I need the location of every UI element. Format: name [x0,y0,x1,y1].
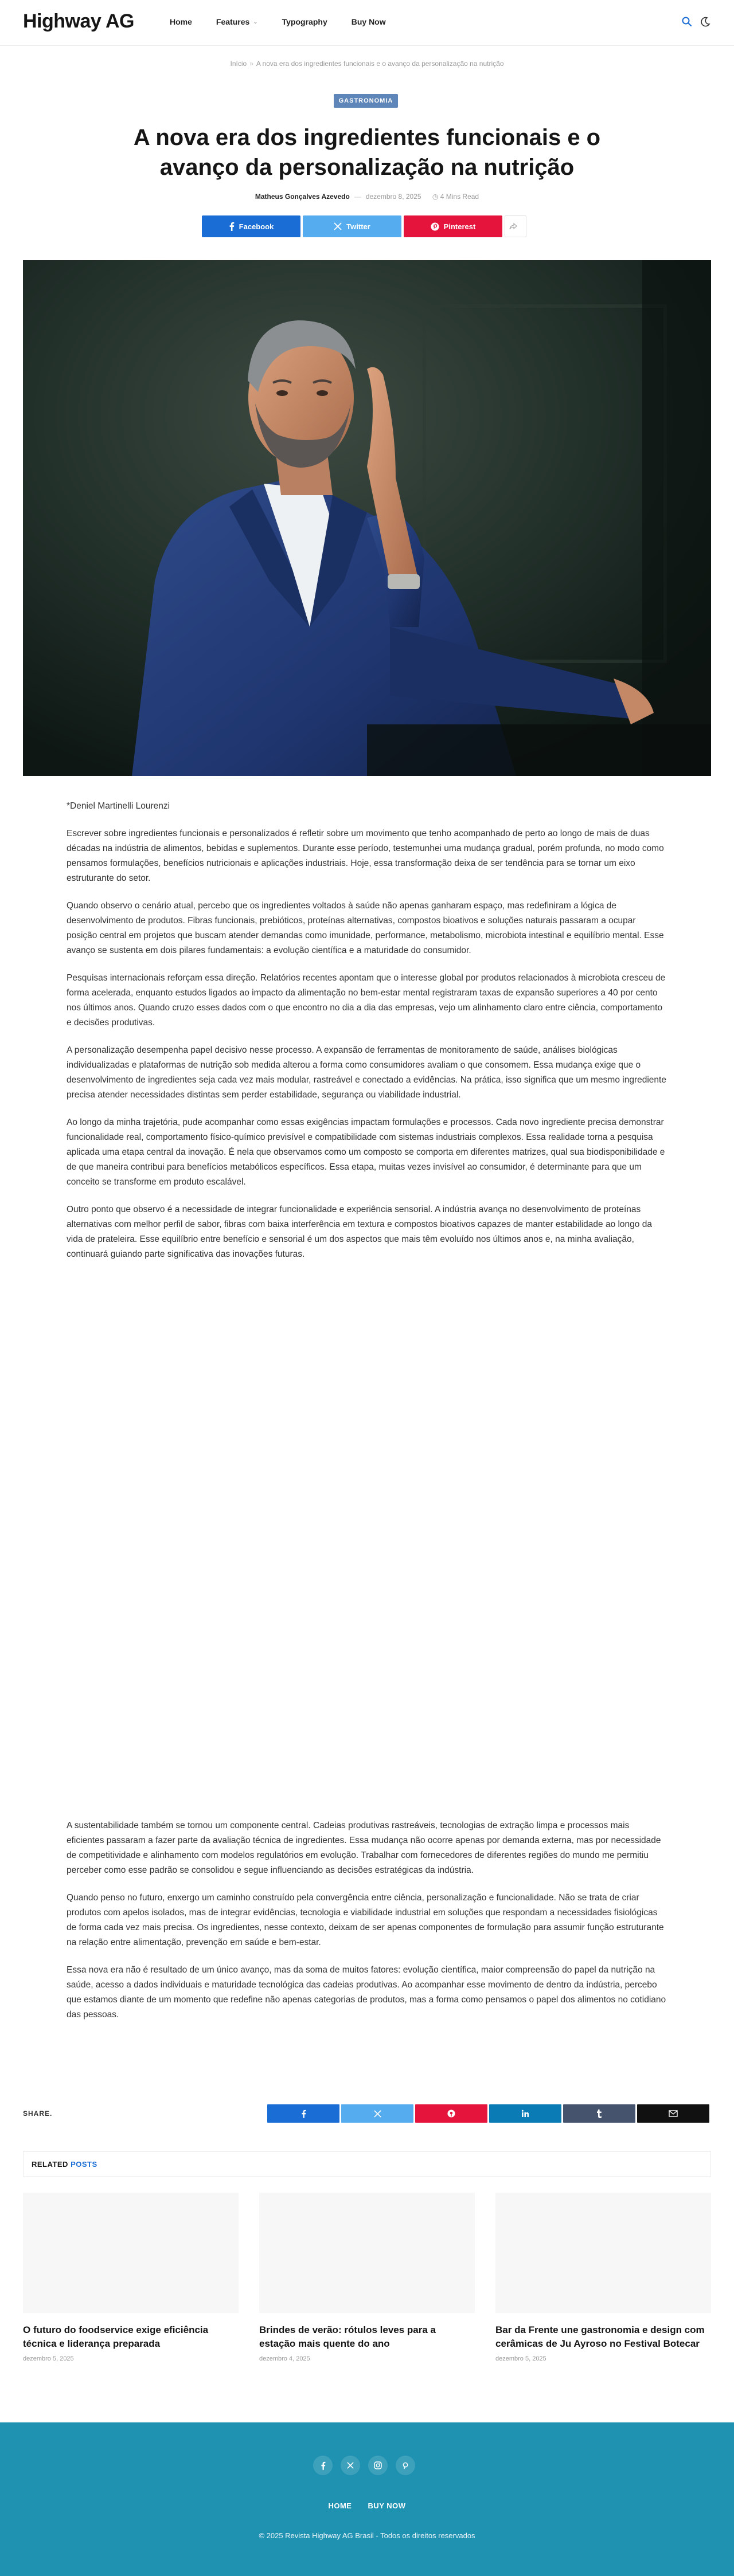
breadcrumb-separator: » [249,60,253,68]
breadcrumb [0,60,734,68]
site-header [0,0,734,46]
article-byline: *Deniel Martinelli Lourenzi [67,801,170,811]
pinterest-icon [447,2110,455,2118]
related-post-thumbnail[interactable] [23,2193,239,2313]
share-label: SHARE. [23,2110,53,2118]
related-post-card[interactable] [495,2193,711,2362]
article-paragraph: Ao longo da minha trajetória, pude acompanhar como essas exigências impactam formulações e processos. Cada novo ingrediente precisa demonstrar funcionalidade real, comportamento físico-químico previsível e compatibilidade com sistemas industriais complexos. Essa realidade torna a pesquisa aplicada uma etapa central da inovação. É nela que observamos como um composto se comporta em diferentes matrizes, qual sua biodisponibilidade e de que maneira contribui para benefícios metabólicos específicos. Essa etapa, muitas vezes invisível ao consumidor, é determinante para que um conceito se transforme em produto escalável. [67,1118,665,1187]
related-post-date: dezembro 4, 2025 [259,2355,310,2362]
related-post-card[interactable] [259,2193,475,2362]
twitter-share-button[interactable] [303,215,401,237]
nav-typography[interactable] [282,17,327,26]
twitter-share-button-bottom[interactable] [341,2104,413,2123]
article-paragraph: Essa nova era não é resultado de um único avanço, mas da soma de muitos fatores: evolução científica, maior compreensão do papel da nutrição na saúde, acesso a dados individuais e maturidade tecnológica das cadeias produtivas. Ao acompanhar esse movimento de dentro da indústria, percebo que estamos diante de um momento que redefine não apenas categorias de produtos, mas a forma como pensamos o papel dos alimentos no cotidiano das pessoas. [67,1965,666,2020]
category-badge[interactable]: GASTRONOMIA [334,94,398,108]
site-footer [0,2422,734,2576]
site-logo[interactable]: Highway AG [23,10,134,32]
email-icon [669,2110,678,2117]
featured-image [23,260,711,776]
post-meta [0,193,734,201]
article-paragraph: A sustentabilidade também se tornou um componente central. Cadeias produtivas rastreáveis, tecnologias de extração limpa e processos mais eficientes passaram a fazer parte da avaliação técnica de ingredientes. Essa mudança não ocorre apenas por demanda externa, mas por necessidade de competitividade e alinhamento com modelos regulatórios em evolução. Trabalhar com fornecedores de diferentes regiões do mundo me permitiu perceber como esse padrão se consolidou e segue influenciando as decisões estratégicas da indústria. [67,1821,661,1875]
email-share-button-bottom[interactable] [637,2104,709,2123]
article-paragraph: Quando penso no futuro, enxergo um caminho construído pela convergência entre ciência, personalização e funcionalidade. Não se trata de criar produtos com apelos isolados, mas de integrar evidências, tecnologia e viabilidade industrial em soluções que respondam a necessidades fisiológicas de forma cada vez mais precisa. Os ingredientes, nesse contexto, deixam de ser apenas componentes de formulação para assumir função estruturante na relação entre alimentação, prevenção em saúde e bem-estar. [67,1893,664,1947]
nav-buy-now[interactable] [352,17,386,26]
facebook-share-label: Facebook [239,222,274,231]
facebook-icon [321,2461,326,2470]
chevron-down-icon: ⌄ [253,18,258,25]
breadcrumb-home[interactable]: Início [230,60,247,68]
pinterest-share-button[interactable] [404,215,502,237]
facebook-share-button[interactable] [202,215,300,237]
facebook-icon [229,222,235,231]
related-posts-header [23,2151,711,2177]
x-icon [374,2110,381,2118]
share-icon [509,223,517,230]
related-post-date: dezembro 5, 2025 [23,2355,74,2362]
main-nav [170,17,410,26]
pinterest-icon [401,2461,409,2469]
footer-link-buy-now[interactable]: BUY NOW [368,2501,406,2510]
related-heading [32,2160,97,2169]
related-post-card[interactable] [23,2193,239,2362]
facebook-icon [301,2110,306,2118]
meta-separator-2 [426,193,428,201]
linkedin-share-button-bottom[interactable] [489,2104,561,2123]
article-paragraph: Quando observo o cenário atual, percebo que os ingredientes voltados à saúde não apenas ganharam espaço, mas redefiniram a lógica de desenvolvimento de produtos. Fibras funcionais, prebióticos, proteínas alternativas, compostos bioativos e soluções naturais passaram a ocupar posição central em projetos que buscam atender demandas como imunidade, performance, metabolismo, microbiota intestinal e equilíbrio mental. Esse avanço se sustenta em dois pilares fundamentais: a evolução científica e a maturidade do consumidor. [67,901,664,955]
footer-facebook-link[interactable] [313,2456,333,2475]
instagram-icon [374,2461,382,2469]
related-post-thumbnail[interactable] [495,2193,711,2313]
article-paragraph: A personalização desempenha papel decisivo nesse processo. A expansão de ferramentas de monitoramento de saúde, análises biológicas individualizadas e plataformas de nutrição sob medida alterou a forma como consumidores avaliam o que consomem. Essa mudança exige que o desenvolvimento de ingredientes seja cada vez mais modular, rastreável e conectado a evidências. Na prática, isso significa que um mesmo ingrediente precisa atender necessidades distintas sem perder estabilidade, segurança ou viabilidade industrial. [67,1045,666,1100]
nav-features[interactable] [216,17,258,26]
read-time: 4 Mins Read [440,193,479,201]
facebook-share-button-bottom[interactable] [267,2104,339,2123]
article-section-bottom [67,1818,667,2035]
tumblr-icon [596,2110,602,2118]
related-heading-a: RELATED [32,2160,68,2169]
related-post-title[interactable]: Bar da Frente une gastronomia e design com cerâmicas de Ju Ayroso no Festival Botecar [495,2324,705,2349]
pinterest-share-label: Pinterest [443,222,476,231]
moon-icon[interactable] [700,16,712,29]
related-heading-b: POSTS [71,2160,97,2169]
article-paragraph: Outro ponto que observo é a necessidade de integrar funcionalidade e experiência sensorial. A indústria avança no desenvolvimento de proteínas alternativas com melhor perfil de sabor, fibras com baixa interferência em textura e compostos bioativos capazes de manter estabilidade ao longo da vida de prateleira. Esse equilíbrio entre benefício e sensorial é um dos aspectos que mais têm evoluído nos últimos anos e, na minha avaliação, continuará guiando parte significativa das inovações futuras. [67,1205,652,1259]
share-bottom-bar [267,2104,709,2123]
related-post-title[interactable]: Brindes de verão: rótulos leves para a estação mais quente do ano [259,2324,436,2349]
footer-pinterest-link[interactable] [396,2456,415,2475]
meta-separator: — [354,193,361,201]
post-date: dezembro 8, 2025 [365,193,421,201]
footer-link-home[interactable]: HOME [328,2501,352,2510]
share-top-bar [202,215,526,237]
footer-x-link[interactable] [341,2456,360,2475]
more-share-button[interactable] [505,215,526,237]
pinterest-share-button-bottom[interactable] [415,2104,487,2123]
pinterest-icon [431,222,439,231]
article-section-top [67,799,667,1275]
article-paragraph: Escrever sobre ingredientes funcionais e personalizados é refletir sobre um movimento que tenho acompanhado de perto ao longo de mais de duas décadas na indústria de alimentos, bebidas e suplementos. Durante esse período, testemunhei uma mudança gradual, porém profunda, no modo como pensamos formulações, benefícios nutricionais e aplicações industriais. Hoje, essa transformação deixa de ser tendência para se tornar um eixo estruturante do setor. [67,829,664,883]
footer-social-links [313,2456,415,2475]
footer-instagram-link[interactable] [368,2456,388,2475]
article-paragraph: Pesquisas internacionais reforçam essa direção. Relatórios recentes apontam que o interesse global por produtos relacionados à microbiota cresceu de forma acelerada, enquanto estudos ligados ao impacto da alimentação no bem-estar mental registraram taxas de expansão superiores a 40 por cento nos últimos anos. Quando cruzo esses dados com o que encontro no dia a dia das empresas, vejo um alinhamento claro entre ciência, comportamento e decisões produtivas. [67,973,666,1028]
twitter-share-label: Twitter [346,222,370,231]
portrait-illustration [23,260,711,776]
x-icon [334,222,342,230]
page-title: A nova era dos ingredientes funcionais e o avanço da personalização na nutrição [133,125,601,180]
author-name[interactable]: Matheus Gonçalves Azevedo [255,193,350,201]
x-icon [347,2462,354,2469]
breadcrumb-current: A nova era dos ingredientes funcionais e o avanço da personalização na nutrição [256,60,504,68]
footer-nav [0,2501,734,2510]
search-icon[interactable] [681,16,694,29]
nav-home-label: Home [170,17,192,26]
nav-home[interactable] [170,17,192,26]
clock-icon: ◷ [432,193,439,201]
copyright: © 2025 Revista Highway AG Brasil - Todos os direitos reservados [259,2531,475,2540]
nav-typography-label: Typography [282,17,327,26]
related-post-title[interactable]: O futuro do foodservice exige eficiência técnica e liderança preparada [23,2324,209,2349]
nav-features-label: Features [216,17,250,26]
related-post-date: dezembro 5, 2025 [495,2355,546,2362]
nav-buy-now-label: Buy Now [351,17,386,26]
linkedin-icon [521,2110,529,2118]
related-post-thumbnail[interactable] [259,2193,475,2313]
tumblr-share-button-bottom[interactable] [563,2104,635,2123]
